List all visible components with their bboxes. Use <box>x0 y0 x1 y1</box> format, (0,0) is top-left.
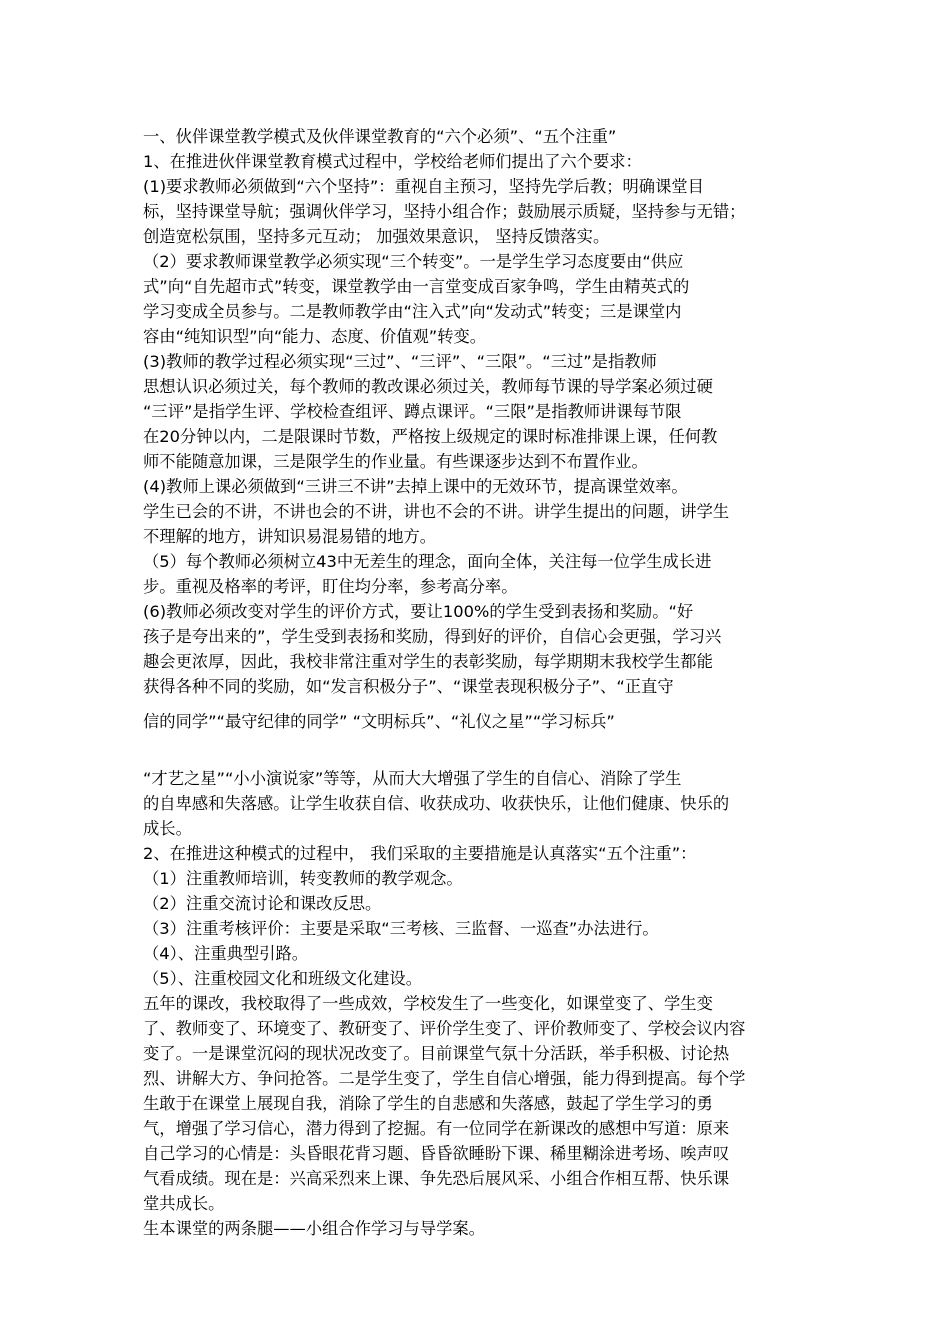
paragraph-line: 式”向“自先超市式”转变，课堂教学由一言堂变成百家争鸣，学生由精英式的 <box>143 277 690 296</box>
paragraph-line: 思想认识必须过关，每个教师的教改课必须过关，教师每节课的导学案必须过硬 <box>143 377 713 396</box>
section-2-title: 2、在推进这种模式的过程中， 我们采取的主要措施是认真落实“五个注重”： <box>143 844 697 863</box>
paragraph-line: (3)教师的教学过程必须实现“三过”、“三评”、“三限”。“三过”是指教师 <box>143 352 657 371</box>
paragraph-line: 烈、讲解大方、争问抢答。二是学生变了，学生自信心增强，能力得到提高。每个学 <box>143 1069 746 1088</box>
paragraph-line: 创造宽松氛围，坚持多元互动； 加强效果意识， 坚持反馈落实。 <box>143 227 610 246</box>
paragraph-line-spaced: 信的同学”“最守纪律的同学” “文明标兵”、“礼仪之星”“学习标兵” <box>143 712 615 731</box>
list-item: （3）注重考核评价：主要是采取“三考核、三监督、一巡查”办法进行。 <box>143 919 659 938</box>
paragraph-line: （2）要求教师课堂教学必须实现“三个转变”。一是学生学习态度要由“供应 <box>143 252 684 271</box>
paragraph-line: 变了。一是课堂沉闷的现状况改变了。目前课堂气氛十分活跃，举手积极、讨论热 <box>143 1044 730 1063</box>
paragraph-line: 师不能随意加课，三是限学生的作业量。有些课逐步达到不布置作业。 <box>143 452 648 471</box>
paragraph-line: (6)教师必须改变对学生的评价方式，要让100%的学生受到表扬和奖励。“好 <box>143 602 694 621</box>
paragraph-line: 成长。 <box>143 819 192 838</box>
paragraph-line: 容由“纯知识型”向“能力、态度、价值观”转变。 <box>143 327 487 346</box>
paragraph-line: 获得各种不同的奖励，如“发言积极分子”、“课堂表现积极分子”、“正直守 <box>143 677 674 696</box>
paragraph-line: 不理解的地方，讲知识易混易错的地方。 <box>143 527 437 546</box>
paragraph-line: (4)教师上课必须做到“三讲三不讲”去掉上课中的无效环节，提高课堂效率。 <box>143 477 688 496</box>
paragraph-line: 孩子是夸出来的”，学生受到表扬和奖励，得到好的评价，自信心会更强，学习兴 <box>143 627 722 646</box>
paragraph-line: 的自卑感和失落感。让学生收获自信、收获成功、收获快乐，让他们健康、快乐的 <box>143 794 730 813</box>
paragraph-line: 气，增强了学习信心，潜力得到了挖掘。有一位同学在新课改的感想中写道：原来 <box>143 1119 730 1138</box>
paragraph-line: 了、教师变了、环境变了、教研变了、评价学生变了、评价教师变了、学校会议内容 <box>143 1019 746 1038</box>
paragraph-line: “三评”是指学生评、学校检查组评、蹲点课评。“三限”是指教师讲课每节限 <box>143 402 682 421</box>
paragraph-line: 步。重视及格率的考评，盯住均分率，参考高分率。 <box>143 577 518 596</box>
list-item: （2）注重交流讨论和课改反思。 <box>143 894 382 913</box>
line-spacer <box>143 744 811 766</box>
list-item: （4）、注重典型引路。 <box>143 944 309 963</box>
paragraph-line: 自己学习的心情是：头昏眼花背习题、昏昏欲睡盼下课、稀里糊涂进考场、唉声叹 <box>143 1144 730 1163</box>
paragraph-line: 在20分钟以内，二是限课时节数，严格按上级规定的课时标准排课上课，任何教 <box>143 427 718 446</box>
document-body <box>143 124 811 1241</box>
heading-1: 一、伙伴课堂教学模式及伙伴课堂教育的“六个必须”、“五个注重” <box>143 127 617 146</box>
paragraph-line: 学习变成全员参与。二是教师教学由“注入式”向“发动式”转变；三是课堂内 <box>143 302 682 321</box>
paragraph-line: 趣会更浓厚，因此，我校非常注重对学生的表彰奖励，每学期期末我校学生都能 <box>143 652 713 671</box>
paragraph-line: (1)要求教师必须做到“六个坚持”：重视自主预习，坚持先学后教；明确课堂目 <box>143 177 704 196</box>
list-item: （5）、注重校园文化和班级文化建设。 <box>143 969 422 988</box>
closing-line: 生本课堂的两条腿——小组合作学习与导学案。 <box>143 1219 485 1238</box>
paragraph-line: （5）每个教师必须树立43中无差生的理念，面向全体，关注每一位学生成长进 <box>143 552 712 571</box>
paragraph-line: “才艺之星”“小小演说家”等等，从而大大增强了学生的自信心、消除了学生 <box>143 769 682 788</box>
paragraph-line: 气看成绩。现在是：兴高采烈来上课、争先恐后展风采、小组合作相互帮、快乐课 <box>143 1169 730 1188</box>
paragraph-line: 五年的课改，我校取得了一些成效，学校发生了一些变化，如课堂变了、学生变 <box>143 994 713 1013</box>
list-item: （1）注重教师培训，转变教师的教学观念。 <box>143 869 463 888</box>
paragraph-line: 堂共成长。 <box>143 1194 225 1213</box>
paragraph-line: 学生已会的不讲，不讲也会的不讲，讲也不会的不讲。讲学生提出的问题，讲学生 <box>143 502 730 521</box>
paragraph-line: 生敢于在课堂上展现自我，消除了学生的自悲感和失落感，鼓起了学生学习的勇 <box>143 1094 713 1113</box>
paragraph-line: 标，坚持课堂导航；强调伙伴学习，坚持小组合作；鼓励展示质疑，坚持参与无错； <box>143 202 746 221</box>
section-1-title: 1、在推进伙伴课堂教育模式过程中，学校给老师们提出了六个要求： <box>143 152 642 171</box>
